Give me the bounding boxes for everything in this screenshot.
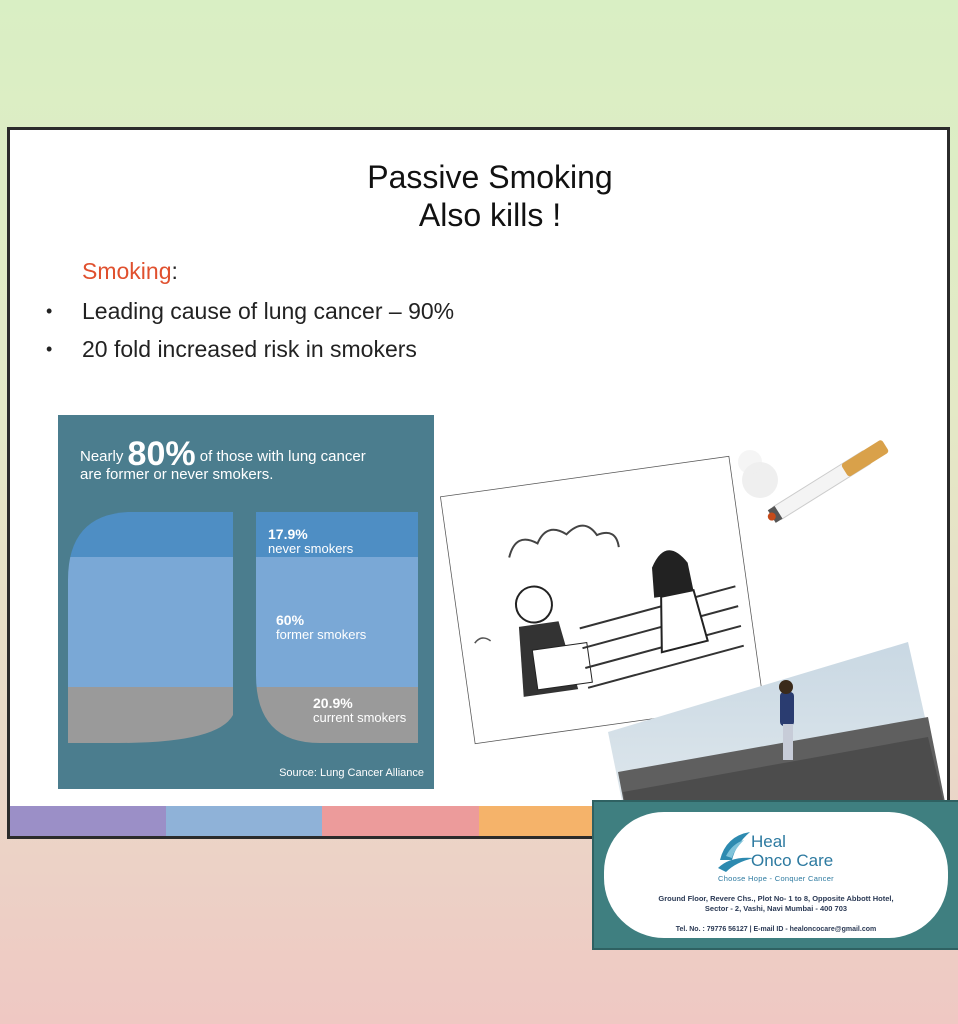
current-smokers-label: [313, 696, 406, 725]
headline-big: 80%: [127, 435, 196, 473]
lung-infographic: [58, 415, 434, 789]
bullet-item: [40, 292, 454, 330]
title-line-1: Passive Smoking: [367, 159, 613, 195]
title-line-2: Also kills !: [418, 197, 562, 233]
left-lung-never-segment: [58, 505, 258, 557]
former-smokers-text: former smokers: [276, 627, 367, 642]
stripe-segment: [322, 806, 478, 836]
current-smokers-pct: 20.9%: [313, 695, 353, 711]
leaf-logo-icon: [716, 830, 756, 874]
current-smokers-text: current smokers: [313, 710, 407, 725]
bullet-text: Leading cause of lung cancer – 90%: [82, 298, 455, 324]
bullet-item: [40, 330, 454, 368]
never-smokers-text: never smokers: [268, 541, 354, 556]
headline-post-1: of those with lung cancer: [199, 448, 366, 465]
bullet-dot: •: [46, 301, 53, 321]
slide-title: [290, 158, 690, 234]
stripe-segment: [10, 806, 166, 836]
former-smokers-pct: 60%: [276, 612, 305, 628]
bullet-dot: •: [46, 339, 53, 359]
smoking-colon: :: [171, 258, 178, 284]
former-smokers-label: [276, 613, 366, 642]
never-smokers-pct: 17.9%: [268, 526, 308, 542]
headline-pre: Nearly: [80, 448, 124, 465]
never-smokers-label: [268, 527, 353, 556]
left-lung-current-segment: [58, 687, 258, 747]
infographic-source: Source: Lung Cancer Alliance: [279, 767, 424, 779]
smoking-heading: [82, 258, 178, 285]
cigarette-image: [738, 422, 918, 542]
smoking-label: Smoking: [82, 258, 172, 284]
lungs-graphic: [58, 415, 434, 789]
brand-line-2: Onco Care: [751, 851, 834, 870]
left-lung: [58, 505, 258, 747]
slide: [7, 127, 950, 839]
clinic-address: [624, 894, 928, 914]
stripe-segment: [166, 806, 322, 836]
headline-post-2: are former or never smokers.: [80, 466, 274, 483]
clinic-contact: Tel. No. : 79776 56127 | E-mail ID - healoncocare@gmail.com: [675, 926, 877, 933]
clinic-card-inner: [604, 812, 948, 938]
address-line-1: Ground Floor, Revere Chs., Plot No- 1 to 8, Opposite Abbott Hotel,: [658, 894, 894, 903]
brand-name: [751, 832, 833, 870]
left-lung-former-segment: [58, 557, 258, 687]
bullet-text: 20 fold increased risk in smokers: [82, 336, 417, 362]
brand-line-1: Heal: [751, 832, 786, 851]
brand-tagline: Choose Hope - Conquer Cancer: [718, 874, 834, 883]
address-line-2: Sector - 2, Vashi, Navi Mumbai - 400 703: [704, 904, 848, 913]
bullet-list: [40, 292, 454, 368]
clinic-card: [592, 800, 958, 950]
